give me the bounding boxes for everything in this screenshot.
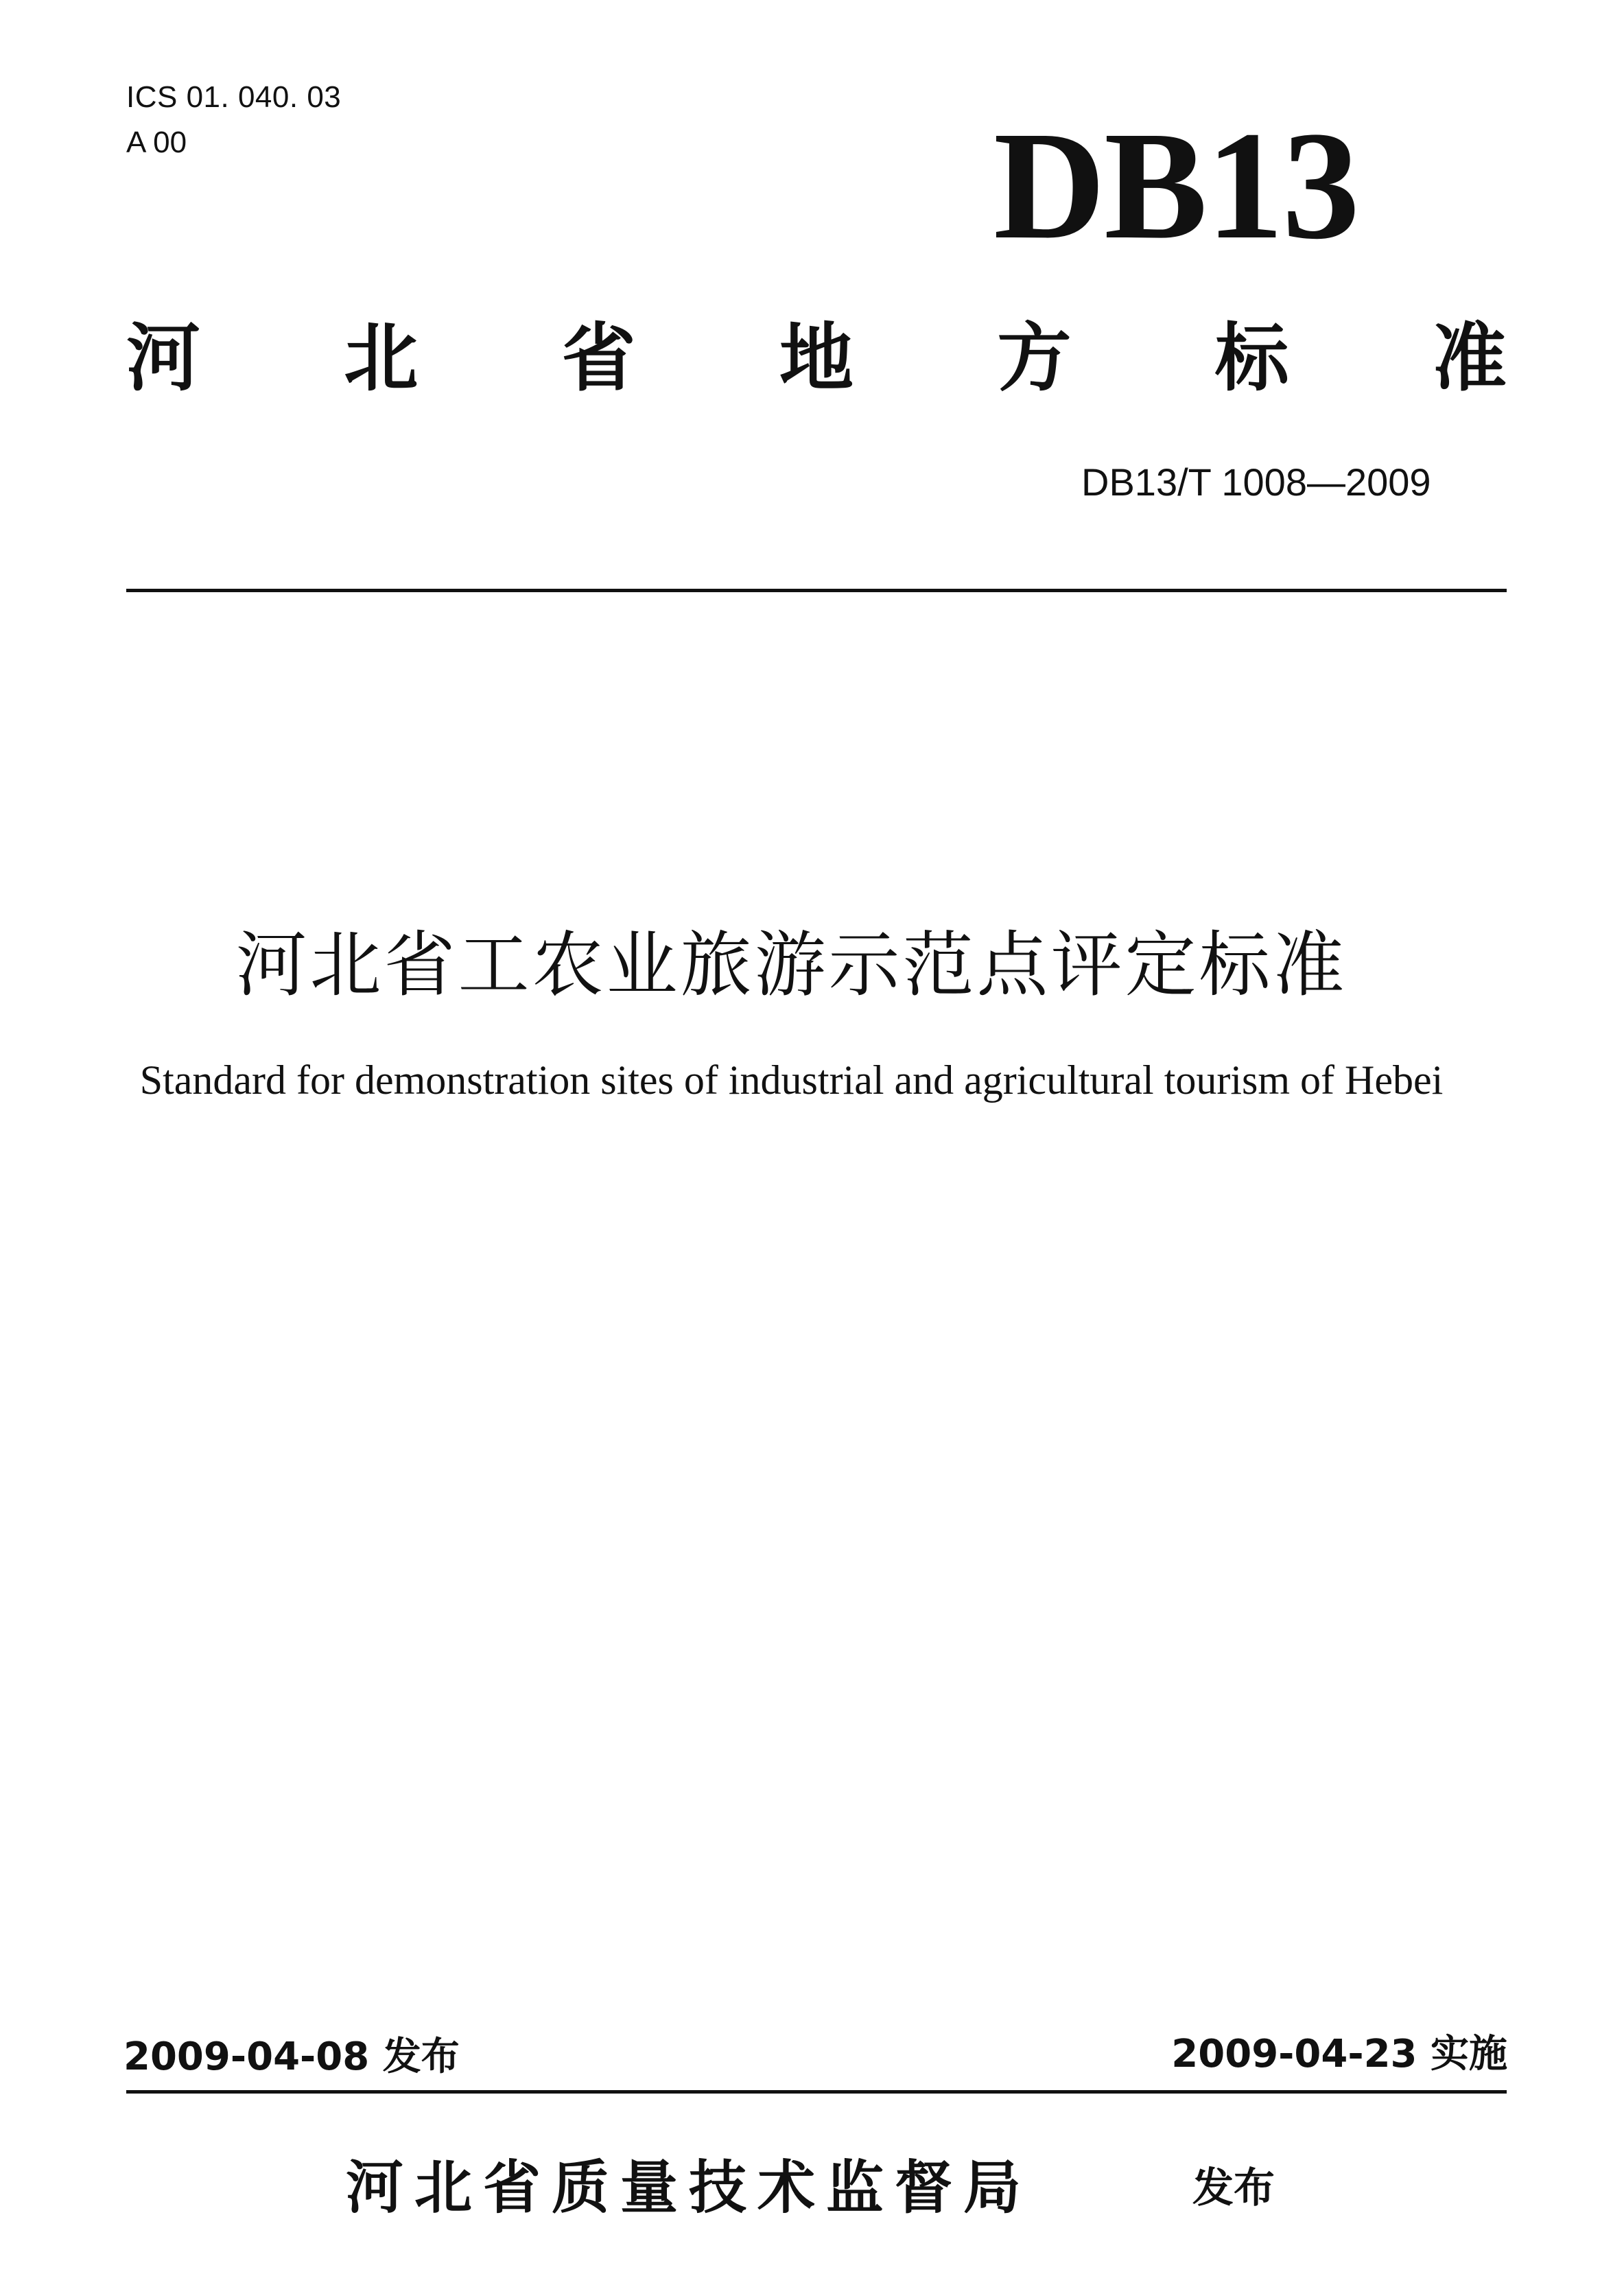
db13-logo: DB13 xyxy=(993,99,1358,271)
publisher-name: 河北省质量技术监督局 xyxy=(346,2154,1033,2221)
standard-type-char: 方 xyxy=(997,316,1072,401)
standard-type-char: 北 xyxy=(344,316,419,401)
top-divider xyxy=(126,589,1507,592)
standard-type-char: 准 xyxy=(1432,316,1507,401)
standard-type-char: 河 xyxy=(126,316,201,401)
standard-type-heading xyxy=(126,307,1507,410)
publish-label: 发布 xyxy=(1192,2164,1275,2212)
title-english: Standard for demonstration sites of industrial and agricultural tourism of Hebei xyxy=(139,1057,1444,1103)
standard-type-char: 地 xyxy=(779,316,854,401)
standard-number: DB13/T 1008—2009 xyxy=(1081,460,1431,504)
implementation-date: 2009-04-23 实施 xyxy=(1171,2032,1507,2076)
issue-date: 2009-04-08 发布 xyxy=(123,2035,460,2079)
title-chinese: 河北省工农业旅游示范点评定标准 xyxy=(235,923,1348,1007)
ics-code: ICS 01. 040. 03 xyxy=(126,80,342,114)
standard-type-char: 标 xyxy=(1214,316,1289,401)
ccs-code: A 00 xyxy=(126,126,187,159)
standard-type-char: 省 xyxy=(561,316,636,401)
bottom-divider xyxy=(126,2090,1507,2094)
